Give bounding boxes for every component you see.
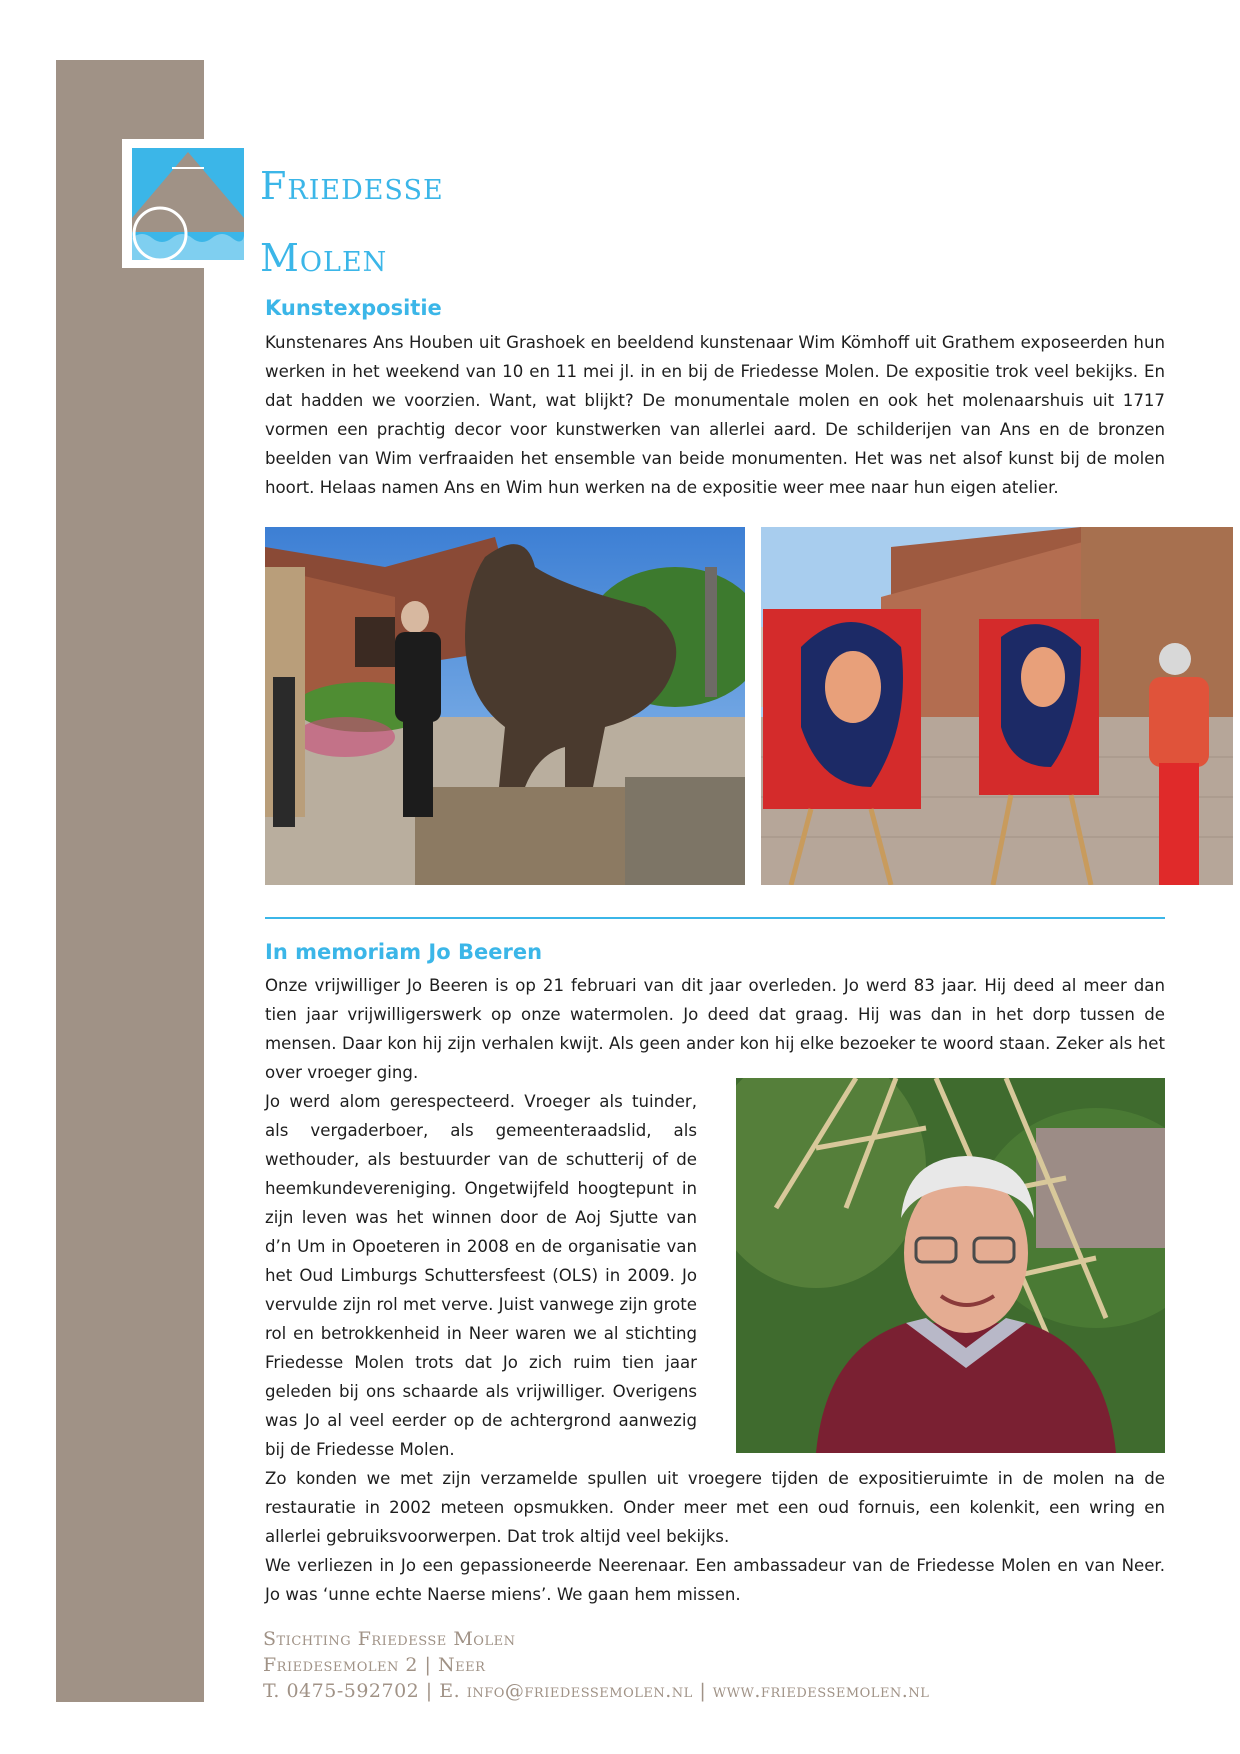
memoriam-paragraph-2: Jo werd alom gerespecteerd. Vroeger als tuinder, als vergaderboer, als gemeenteraadslid, als wethouder, als bestuurder van de schutterij of de heemkundevereniging. Ongetwijfeld hoogtepunt in zijn leven was het winnen door de Aoj Sjutte van d’n Um in Opoeteren in 2008 en de organisatie van het Oud Limburgs Schuttersfeest (OLS) in 2009. Jo vervulde zijn rol met verve. Juist vanwege zijn grote rol en betrokkenheid in Neer waren we al stichting Friedesse Molen trots dat Jo zich ruim tien jaar geleden bij ons schaarde als vrijwilliger. Overigens was Jo al veel eerder op de achtergrond aanwezig bij de Friedesse Molen. [265, 1092, 697, 1459]
footer-address: Friedesemolen 2 | Neer [263, 1654, 486, 1676]
jo-beeren-portrait-photo [736, 1078, 1165, 1453]
footer [263, 1626, 929, 1704]
section-divider [265, 917, 1165, 919]
brand-line-2: Molen [260, 236, 388, 280]
bronze-sculpture-photo [265, 527, 745, 885]
footer-contact: T. 0475-592702 | E. info@friedessemolen.nl | www.friedessemolen.nl [263, 1680, 930, 1702]
section-title-memoriam: In memoriam Jo Beeren [265, 940, 543, 964]
brand-line-1: Friedesse [260, 164, 444, 208]
sidebar-stripe [56, 60, 204, 1702]
photo-paintings [761, 527, 1233, 885]
logo [122, 139, 246, 268]
photo-portrait [736, 1078, 1165, 1453]
memoriam-paragraph-1: Onze vrijwilliger Jo Beeren is op 21 februari van dit jaar overleden. Jo werd 83 jaar. Hij deed al meer dan tien jaar vrijwilligerswerk op onze watermolen. Jo deed dat graag. Hij was dan in het dorp tussen de mensen. Daar kon hij zijn verhalen kwijt. Als geen ander kon hij elke bezoeker te woord staan. Zeker als het over vroeger ging. [265, 976, 1165, 1082]
paintings-on-easels-photo [761, 527, 1233, 885]
footer-organization: Stichting Friedesse Molen [263, 1628, 516, 1650]
kunstexpositie-paragraph: Kunstenares Ans Houben uit Grashoek en beeldend kunstenaar Wim Kömhoff uit Grathem exposeerden hun werken in het weekend van 10 en 11 mei jl. in en bij de Friedesse Molen. De expositie trok veel bekijks. En dat hadden we voorzien. Want, wat blijkt? De monumentale molen en ook het molenaarshuis uit 1717 vormen een prachtig decor voor kunstwerken van allerlei aard. De schilderijen van Ans en de bronzen beelden van Wim verfraaiden het ensemble van beide monumenten. Het was net alsof kunst bij de molen hoort. Helaas namen Ans en Wim hun werken na de expositie weer mee naar hun eigen atelier. [265, 333, 1165, 497]
brand-name [260, 150, 444, 294]
photo-sculpture [265, 527, 745, 885]
memoriam-paragraph-4: We verliezen in Jo een gepassioneerde Neerenaar. Een ambassadeur van de Friedesse Molen en van Neer. Jo was ‘unne echte Naerse miens’. We gaan hem missen. [265, 1556, 1165, 1604]
mill-logo-icon [132, 148, 244, 260]
memoriam-paragraph-3: Zo konden we met zijn verzamelde spullen uit vroegere tijden de expositieruimte in de molen na de restauratie in 2002 meteen opsmukken. Onder meer met een oud fornuis, een kolenkit, een wring en allerlei gebruiksvoorwerpen. Dat trok altijd veel bekijks. [265, 1469, 1165, 1546]
section-title-kunstexpositie: Kunstexpositie [265, 296, 442, 320]
